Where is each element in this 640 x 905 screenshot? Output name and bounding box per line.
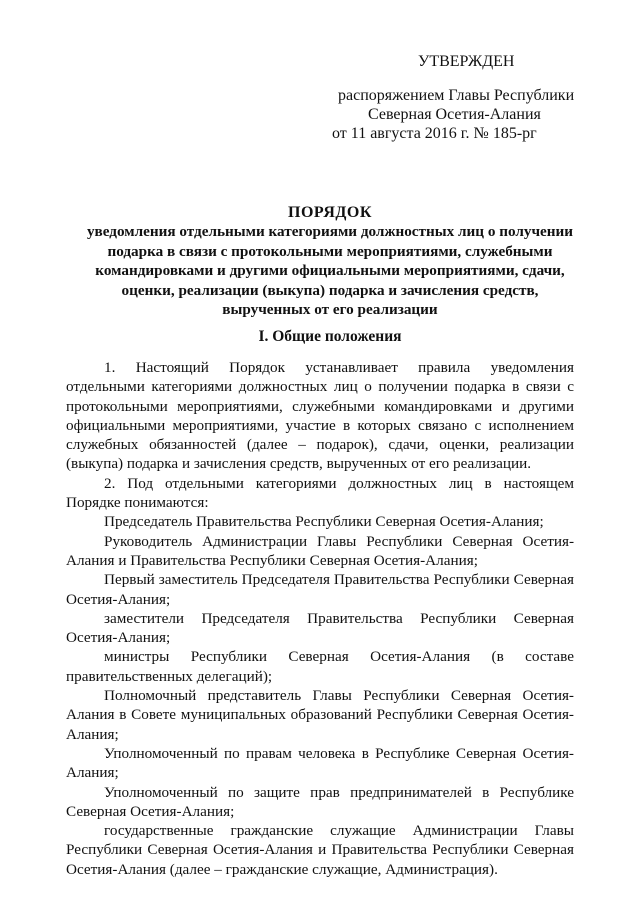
paragraph: 2. Под отдельными категориями должностных лиц в настоящем Порядке понимаются: (66, 474, 574, 512)
paragraph: заместители Председателя Правительства Республики Северная Осетия-Алания; (66, 609, 574, 647)
paragraph: государственные гражданские служащие Администрации Главы Республики Северная Осетия-Алания и Правительства Республики Северная Осетия-Алания (далее – гражданские служащие, Администрация). (66, 822, 574, 878)
document-title: ПОРЯДОК (288, 204, 372, 221)
approval-line-1: распоряжением Главы Республики (338, 87, 575, 104)
paragraph: Уполномоченный по правам человека в Республике Северная Осетия-Алания; (66, 744, 574, 782)
paragraph: Полномочный представитель Главы Республики Северная Осетия-Алания в Совете муниципальных образований Республики Северная Осетия-Алания; (66, 687, 574, 743)
document-subtitle (60, 222, 600, 320)
subtitle-line: командировками и другими официальными мероприятиями, сдачи, (95, 262, 565, 280)
subtitle-line: уведомления отдельными категориями должностных лиц о получении (86, 223, 574, 240)
paragraph: Председатель Правительства Республики Северная Осетия-Алания; (104, 513, 544, 531)
paragraph: министры Республики Северная Осетия-Алания (в составе правительственных делегаций); (66, 648, 574, 685)
paragraph: Руководитель Администрации Главы Республики Северная Осетия-Алания и Правительства Республики Северная Осетия-Алания; (66, 532, 574, 569)
paragraph: Первый заместитель Председателя Правительства Республики Северная Осетия-Алания; (66, 571, 574, 608)
section-heading: I. Общие положения (258, 328, 402, 345)
approval-line-3: от 11 августа 2016 г. № 185-рг (332, 125, 537, 142)
paragraph: 1. Настоящий Порядок устанавливает правила уведомления отдельными категориями должностных лиц о получении подарка в связи с протокольными мероприятиями, служебными командировками и другими официальными мероприятиями, участие в которых связано с исполнением служебных обязанностей (далее – подарок), сдачи, оценки, реализации (выкупа) подарка и зачисления средств, вырученных от его реализации. (66, 359, 574, 473)
subtitle-line: вырученных от его реализации (222, 301, 438, 319)
approval-title: УТВЕРЖДЕН (418, 53, 515, 70)
subtitle-line: подарка в связи с протокольными мероприятиями, служебными (107, 242, 553, 260)
document-body (66, 358, 574, 879)
approval-line-2: Северная Осетия-Алания (368, 106, 541, 123)
subtitle-line: оценки, реализации (выкупа) подарка и зачисления средств, (121, 281, 539, 299)
paragraph: Уполномоченный по защите прав предпринимателей в Республике Северная Осетия-Алания; (66, 783, 574, 820)
